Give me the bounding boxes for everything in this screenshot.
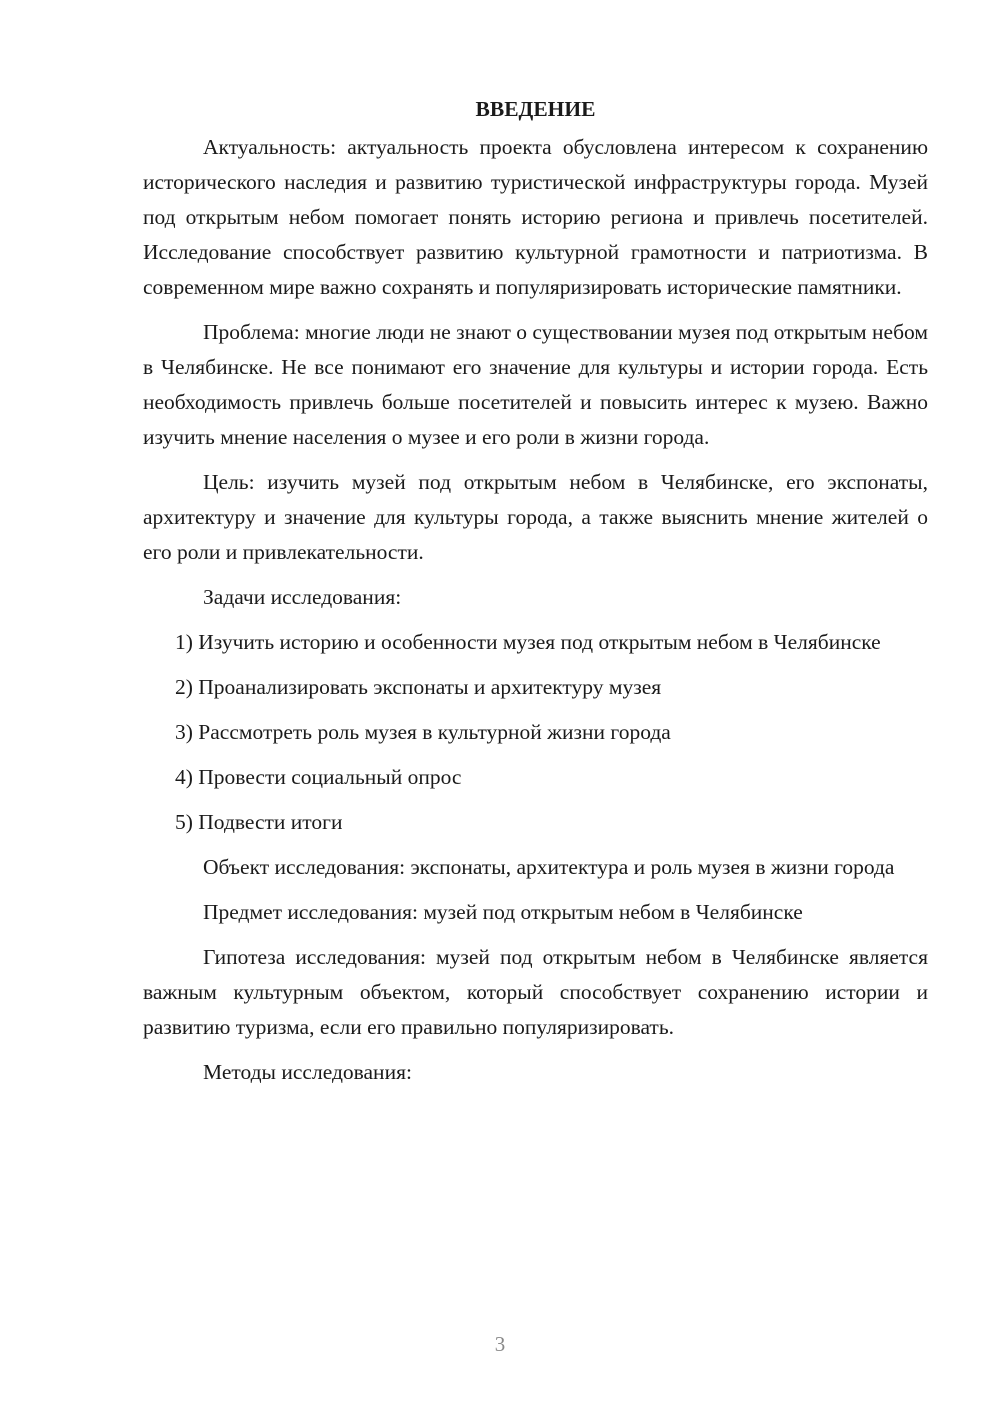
document-page <box>143 92 928 1090</box>
problem-paragraph: Проблема: многие люди не знают о существовании музея под открытым небом в Челябинске. Не все понимают его значение для культуры и истории города. Есть необходимость привлечь больше посетителей и повысить интерес к музею. Важно изучить мнение населения о музее и его роли в жизни города. <box>143 320 928 449</box>
hypothesis-paragraph: Гипотеза исследования: музей под открытым небом в Челябинске является важным культурным объектом, который способствует сохранению истории и развитию туризма, если его правильно популяризировать. <box>143 945 928 1039</box>
goal-paragraph: Цель: изучить музей под открытым небом в Челябинске, его экспонаты, архитектуру и значение для культуры города, а также выяснить мнение жителей о его роли и привлекательности. <box>143 470 928 564</box>
page-number: 3 <box>494 1332 506 1356</box>
object-paragraph: Объект исследования: экспонаты, архитектура и роль музея в жизни города <box>203 855 895 879</box>
subject-paragraph: Предмет исследования: музей под открытым небом в Челябинске <box>203 900 803 924</box>
section-title: ВВЕДЕНИЕ <box>475 97 596 121</box>
relevance-paragraph: Актуальность: актуальность проекта обусловлена интересом к сохранению исторического наследия и развитию туристической инфраструктуры города. Музей под открытым небом помогает понять историю региона и привлечь посетителей. Исследование способствует развитию культурной грамотности и патриотизма. В современном мире важно сохранять и популяризировать исторические памятники. <box>143 135 928 299</box>
task-item: 4) Провести социальный опрос <box>175 765 462 789</box>
tasks-heading: Задачи исследования: <box>203 585 402 609</box>
methods-heading: Методы исследования: <box>203 1060 412 1084</box>
task-item: 5) Подвести итоги <box>175 810 343 834</box>
task-item: 3) Рассмотреть роль музея в культурной жизни города <box>175 720 671 744</box>
task-item: 2) Проанализировать экспонаты и архитектуру музея <box>175 675 662 699</box>
task-item: 1) Изучить историю и особенности музея под открытым небом в Челябинске <box>175 630 881 654</box>
